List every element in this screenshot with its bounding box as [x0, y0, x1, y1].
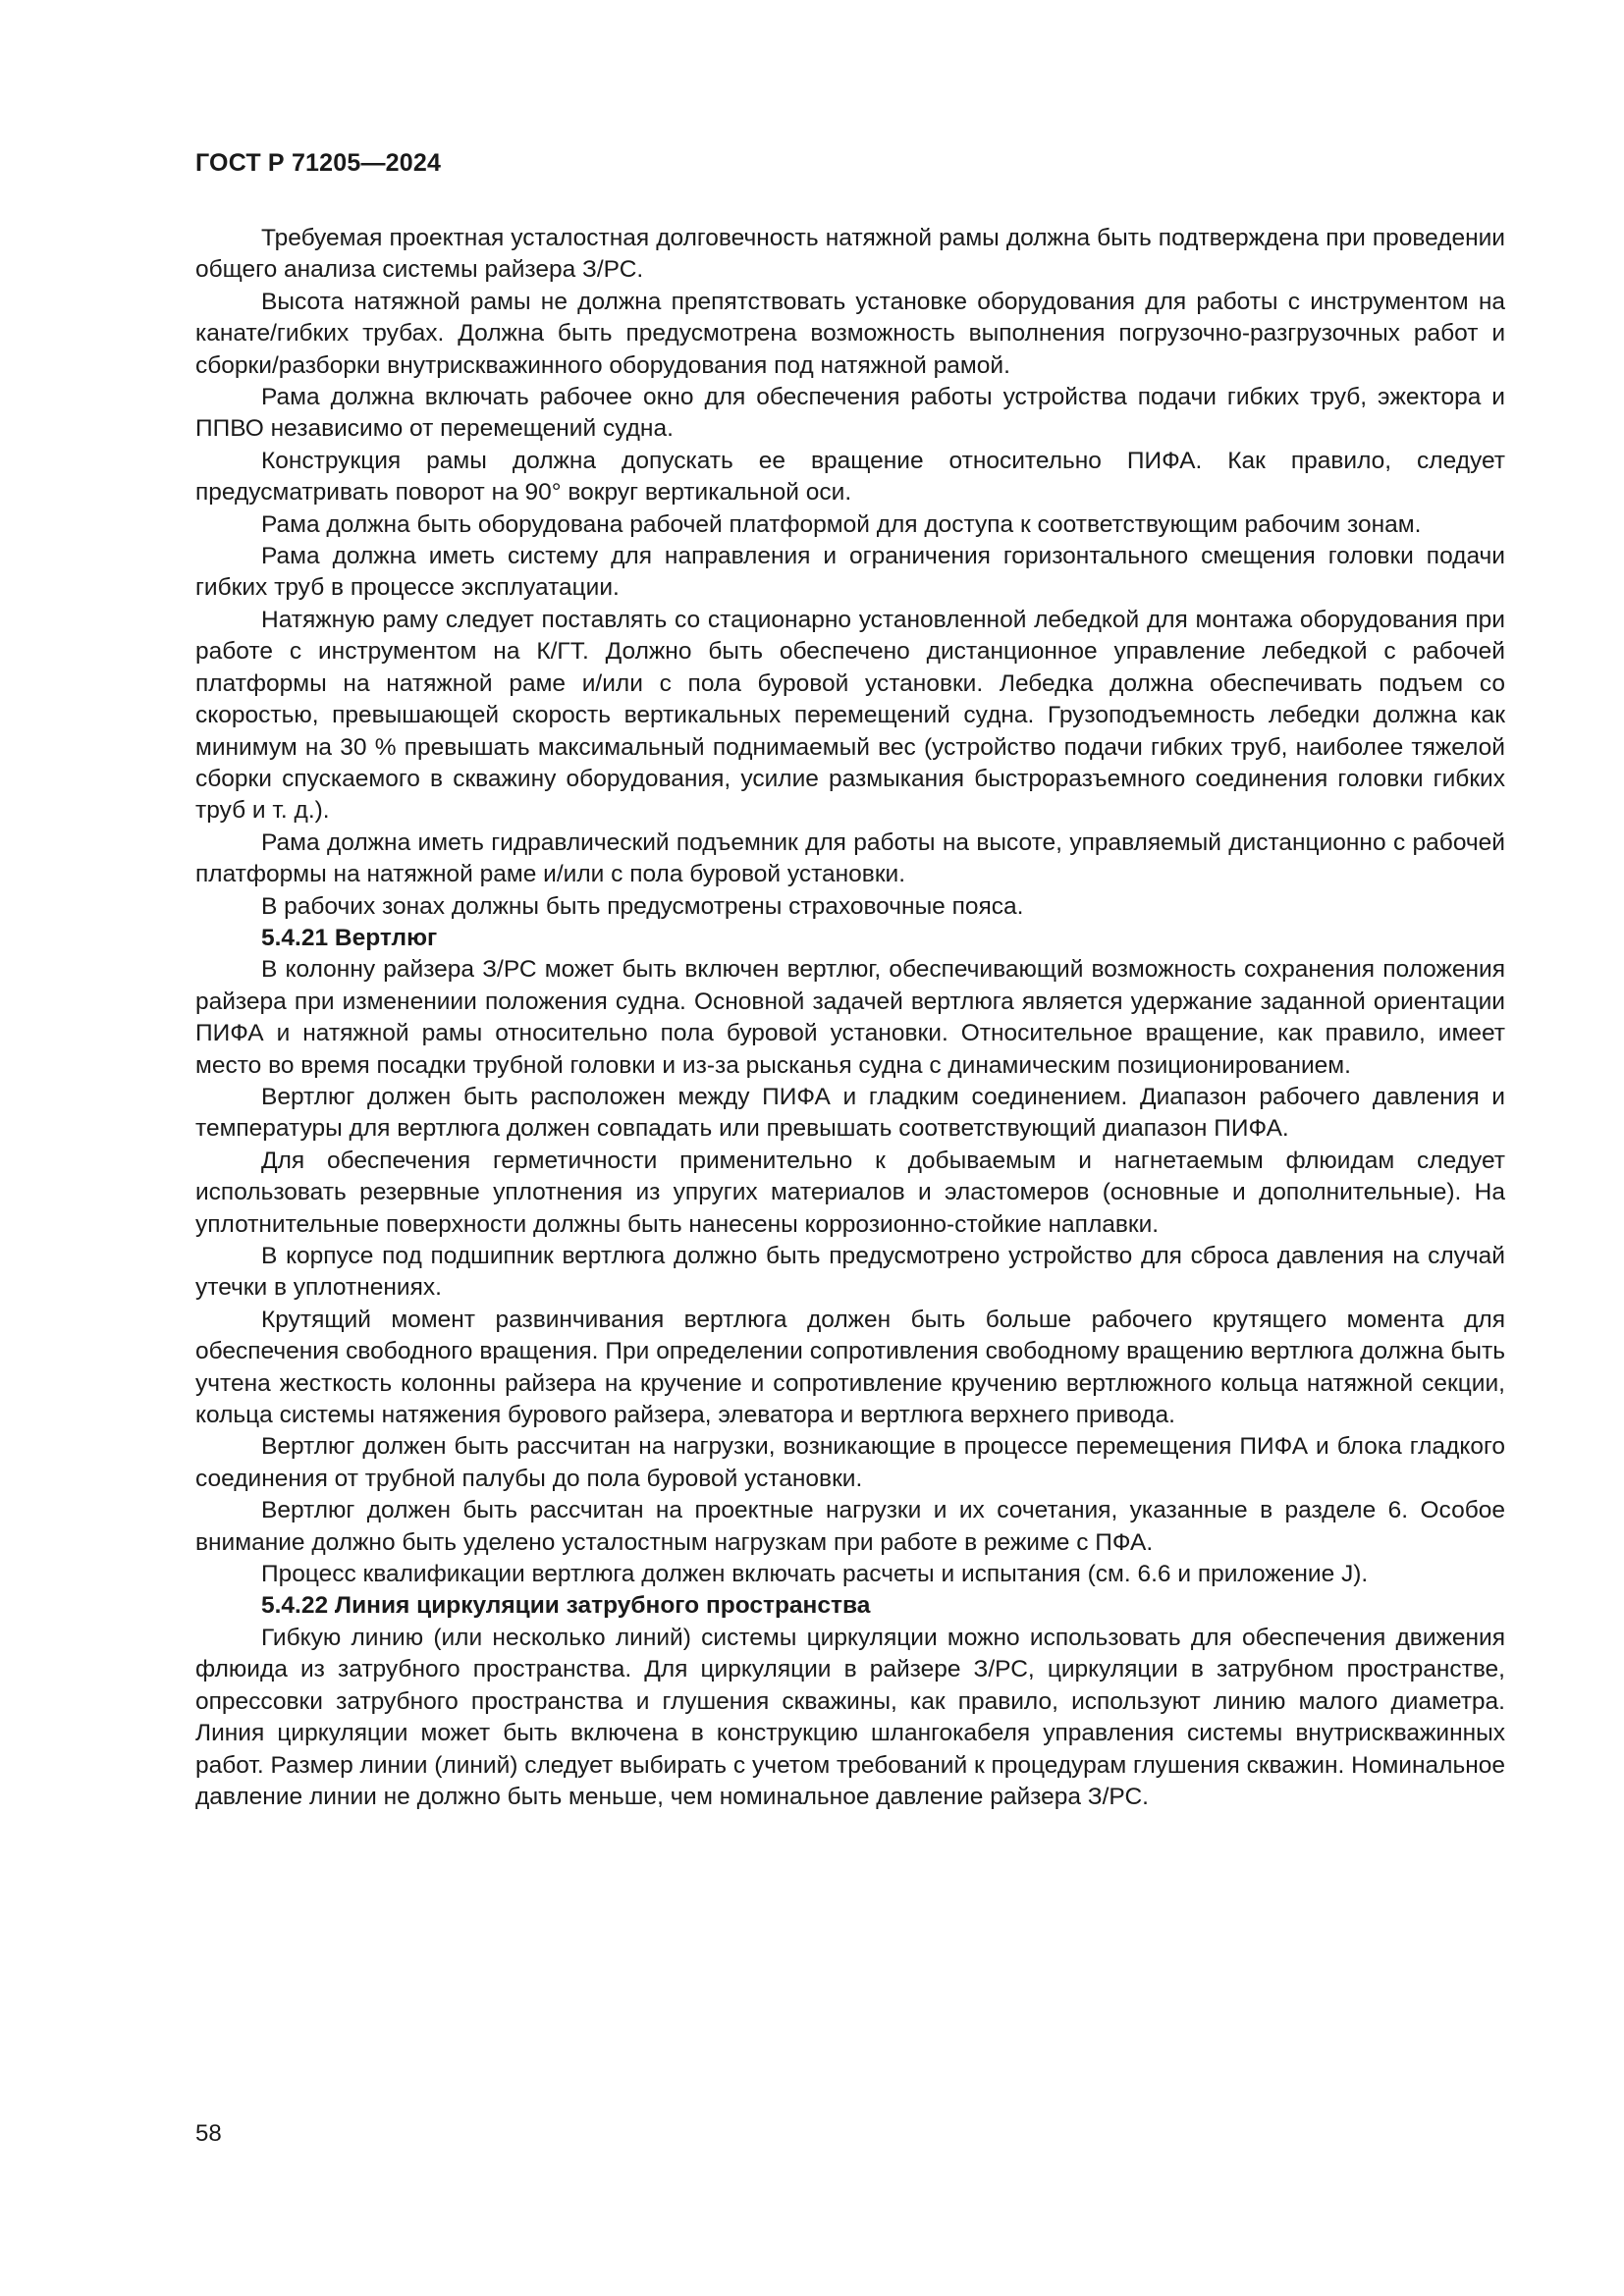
paragraph: В корпусе под подшипник вертлюга должно быть предусмотрено устройство для сброса давления на случай утечки в уплотнениях. [195, 1243, 1505, 1302]
paragraph: В колонну райзера З/РС может быть включен вертлюг, обеспечивающий возможность сохранения положения райзера при изменениии положения судна. Основной задачей вертлюга является удержание заданной ориентации ПИФА и натяжной рамы относительно пола буровой установки. Относительное вращение, как правило, имеет место во время посадки трубной головки и из-за рысканья судна с динамическим позиционированием. [195, 956, 1505, 1079]
section-heading-swivel: 5.4.21 Вертлюг [261, 924, 438, 951]
paragraph: Процесс квалификации вертлюга должен включать расчеты и испытания (см. 6.6 и приложение J). [261, 1561, 1369, 1588]
paragraph: Рама должна быть оборудована рабочей платформой для доступа к соответствующим рабочим зонам. [261, 510, 1422, 538]
paragraph: Крутящий момент развинчивания вертлюга должен быть больше рабочего крутящего момента для обеспечения свободного вращения. При определении сопротивления свободному вращению вертлюга должна быть учтена жесткость колонны райзера на кручение и сопротивление кручению вертлюжного кольца натяжной секции, кольца системы натяжения бурового райзера, элеватора и вертлюга верхнего привода. [195, 1306, 1505, 1429]
paragraph: Рама должна включать рабочее окно для обеспечения работы устройства подачи гибких труб, эжектора и ППВО независимо от перемещений судна. [195, 384, 1505, 443]
paragraph: Вертлюг должен быть расположен между ПИФА и гладким соединением. Диапазон рабочего давления и температуры для вертлюга должен совпадать или превышать соответствующий диапазон ПИФА. [195, 1083, 1505, 1143]
document-body [195, 223, 1505, 1813]
paragraph: Высота натяжной рамы не должна препятствовать установке оборудования для работы с инструментом на канате/гибких трубах. Должна быть предусмотрена возможность выполнения погрузочно-разгрузочных работ и сборки/разборки внутрискважинного оборудования под натяжной рамой. [195, 288, 1505, 379]
paragraph: Гибкую линию (или несколько линий) системы циркуляции можно использовать для обеспечения движения флюида из затрубного пространства. Для циркуляции в райзере З/РС, циркуляции в затрубном пространстве, опрессовки затрубного пространства и глушения скважины, как правило, используют линию малого диаметра. Линия циркуляции может быть включена в конструкцию шлангокабеля управления системы внутрискважинных работ. Размер линии (линий) следует выбирать с учетом требований к процедурам глушения скважин. Номинальное давление линии не должно быть меньше, чем номинальное давление райзера З/РС. [195, 1624, 1505, 1810]
paragraph: Требуемая проектная усталостная долговечность натяжной рамы должна быть подтверждена при проведении общего анализа системы райзера З/РС. [195, 225, 1505, 284]
paragraph: Натяжную раму следует поставлять со стационарно установленной лебедкой для монтажа оборудования при работе с инструментом на К/ГТ. Должно быть обеспечено дистанционное управление лебедкой с рабочей платформы на натяжной раме и/или с пола буровой установки. Лебедка должна обеспечивать подъем со скоростью, превышающей скорость вертикальных перемещений судна. Грузоподъемность лебедки должна как минимум на 30 % превышать максимальный поднимаемый вес (устройство подачи гибких труб, наиболее тяжелой сборки спускаемого в скважину оборудования, усилие размыкания быстроразъемного соединения головки гибких труб и т. д.). [195, 606, 1505, 825]
section-heading-annulus-line: 5.4.22 Линия циркуляции затрубного пространства [261, 1592, 871, 1620]
paragraph: Вертлюг должен быть рассчитан на проектные нагрузки и их сочетания, указанные в разделе 6. Особое внимание должно быть уделено усталостным нагрузкам при работе в режиме с ПФА. [195, 1497, 1505, 1556]
paragraph: В рабочих зонах должны быть предусмотрены страховочные пояса. [261, 892, 1024, 920]
paragraph: Вертлюг должен быть рассчитан на нагрузки, возникающие в процессе перемещения ПИФА и блока гладкого соединения от трубной палубы до пола буровой установки. [195, 1433, 1505, 1492]
document-header: ГОСТ Р 71205—2024 [195, 149, 442, 177]
paragraph: Рама должна иметь гидравлический подъемник для работы на высоте, управляемый дистанционно с рабочей платформы на натяжной раме и/или с пола буровой установки. [195, 828, 1505, 888]
page-number: 58 [195, 2120, 222, 2147]
paragraph: Конструкция рамы должна допускать ее вращение относительно ПИФА. Как правило, следует предусматривать поворот на 90° вокруг вертикальной оси. [195, 447, 1505, 507]
paragraph: Для обеспечения герметичности применительно к добываемым и нагнетаемым флюидам следует использовать резервные уплотнения из упругих материалов и эластомеров (основные и дополнительные). На уплотнительные поверхности должны быть нанесены коррозионно-стойкие наплавки. [195, 1147, 1505, 1238]
paragraph: Рама должна иметь систему для направления и ограничения горизонтального смещения головки подачи гибких труб в процессе эксплуатации. [195, 543, 1505, 602]
